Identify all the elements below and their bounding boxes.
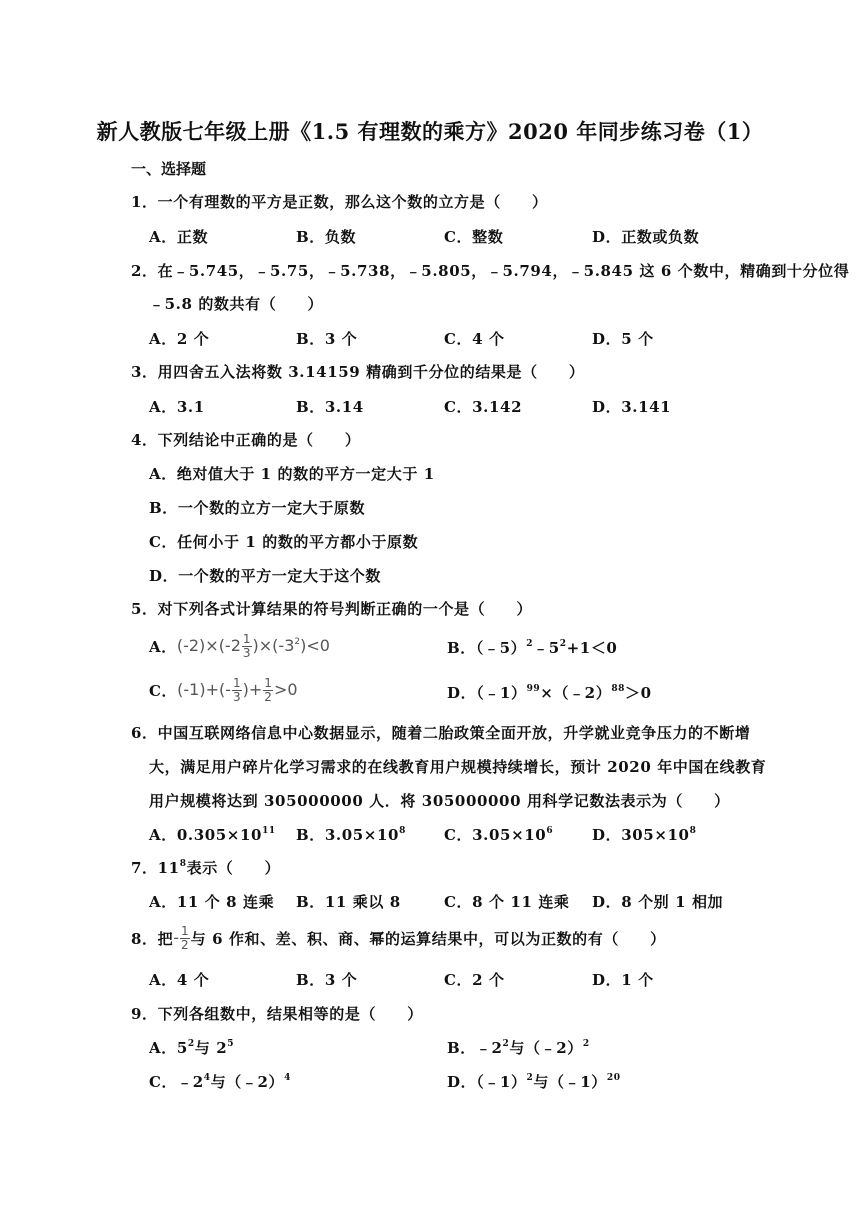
q8-fraction: [180, 925, 190, 952]
q9-d-part2: 与（﹣1）: [533, 1073, 607, 1091]
q6-option-a: [149, 824, 276, 845]
q7-option-d: D．8 个别 1 相加: [592, 893, 724, 911]
q2-option-c: C．4 个: [444, 330, 505, 348]
q5-a-expression: [177, 633, 330, 660]
q6-option-c: [444, 824, 553, 845]
q5-c-fraction1: [232, 677, 242, 704]
q6-option-d: [592, 824, 696, 845]
question-7-stem: [131, 857, 280, 878]
q4-option-b: B．一个数的立方一定大于原数: [149, 499, 366, 517]
q9-b-part1: B．﹣2: [447, 1039, 503, 1057]
q5-c-denominator1: 3: [233, 689, 241, 704]
q8-option-b: B．3 个: [296, 971, 358, 989]
q5-d-part2: ×（﹣2）: [540, 684, 612, 702]
q4-option-a: A．绝对值大于 1 的数的平方一定大于 1: [149, 465, 435, 483]
q5-a-exponent: 2: [294, 636, 301, 647]
q6-a-base: A．0.305×10: [149, 826, 263, 844]
question-6-stem-line1: 6．中国互联网络信息中心数据显示，随着二胎政策全面开放，升学就业竞争压力的不断增: [131, 724, 751, 742]
q5-option-d: [447, 682, 652, 703]
question-6-stem-line2: 大，满足用户碎片化学习需求的在线教育用户规模持续增长，预计 2020 年中国在线教育: [149, 758, 767, 776]
q8-option-d: D．1 个: [592, 971, 654, 989]
q4-option-c: C．任何小于 1 的数的平方都小于原数: [149, 533, 419, 551]
q5-a-denominator: 3: [242, 645, 251, 660]
q5-c-fraction2: [263, 677, 273, 704]
q8-stem-part2: 与 6 作和、差、积、商、幂的运算结果中，可以为正数的有（ ）: [190, 929, 666, 948]
q5-c-part2: )+: [242, 679, 263, 699]
q6-a-exp: 11: [262, 826, 276, 836]
q5-a-label: A．: [149, 637, 177, 656]
q7-stem-part1: 7．11: [131, 859, 180, 877]
q2-option-d: D．5 个: [592, 330, 654, 348]
q9-c-exp1: 4: [203, 1073, 211, 1083]
q5-c-label: C．: [149, 681, 178, 700]
q3-option-c: C．3.142: [444, 398, 523, 416]
question-5-stem: 5．对下列各式计算结果的符号判断正确的一个是（ ）: [131, 600, 533, 618]
q5-c-numerator2: 1: [264, 675, 272, 690]
q5-d-exp2: 88: [611, 684, 626, 694]
q6-b-base: B．3.05×10: [296, 826, 400, 844]
q9-a-exp2: 5: [227, 1039, 235, 1049]
q1-option-b: B．负数: [296, 228, 357, 246]
q9-b-exp2: 2: [582, 1039, 590, 1049]
q9-option-c: [149, 1071, 291, 1092]
q5-b-exp2: 2: [559, 639, 567, 649]
q6-c-base: C．3.05×10: [444, 826, 547, 844]
section-heading: 一、选择题: [131, 160, 207, 178]
q9-option-a: [149, 1037, 234, 1058]
q7-stem-exp: 8: [179, 859, 187, 869]
q2-option-b: B．3 个: [296, 330, 358, 348]
q5-c-expression: [177, 677, 297, 704]
q5-b-part2: ﹣5: [533, 639, 560, 657]
q5-a-fraction: [242, 633, 252, 660]
question-3-stem: 3．用四舍五入法将数 3.14159 精确到千分位的结果是（ ）: [131, 363, 585, 381]
q8-denominator: 2: [181, 937, 189, 952]
q9-option-d: [447, 1071, 621, 1092]
q5-c-numerator1: 1: [233, 675, 241, 690]
q9-option-b: [447, 1037, 590, 1058]
q5-b-label: B．: [447, 639, 476, 657]
q9-d-exp2: 20: [606, 1073, 621, 1083]
q5-option-a: [149, 632, 330, 660]
q5-b-exp1: 2: [526, 639, 534, 649]
question-6-stem-line3: 用户规模将达到 305000000 人．将 305000000 用科学记数法表示为（ ）: [149, 792, 730, 810]
q7-stem-part2: 表示（ ）: [186, 859, 281, 877]
question-2-stem-line2: ﹣5.8 的数共有（ ）: [149, 295, 324, 313]
q8-numerator: 1: [181, 923, 189, 938]
q9-a-part2: 与 2: [194, 1039, 228, 1057]
q9-c-part1: C．﹣2: [149, 1073, 204, 1091]
q5-option-c: [149, 676, 298, 704]
q5-b-part3: +1＜0: [566, 639, 618, 657]
q5-d-part3: ＞0: [625, 684, 652, 702]
q5-c-denominator2: 2: [264, 689, 272, 704]
q3-option-b: B．3.14: [296, 398, 364, 416]
q2-option-a: A．2 个: [149, 330, 210, 348]
q7-option-b: B．11 乘以 8: [296, 893, 401, 911]
q5-a-part1: (-2)×(-2: [176, 635, 241, 655]
q5-b-part1: （﹣5）: [475, 639, 527, 657]
q9-c-part2: 与（﹣2）: [210, 1073, 285, 1091]
q1-option-d: D．正数或负数: [592, 228, 700, 246]
q5-option-b: [447, 637, 617, 658]
q9-b-exp1: 2: [502, 1039, 510, 1049]
q7-option-a: A．11 个 8 连乘: [149, 893, 275, 911]
q9-a-part1: A．5: [149, 1039, 188, 1057]
q6-b-exp: 8: [399, 826, 406, 836]
question-9-stem: 9．下列各组数中，结果相等的是（ ）: [131, 1005, 423, 1023]
q9-d-exp1: 2: [526, 1073, 534, 1083]
q5-a-numerator: 1: [242, 631, 251, 646]
q5-c-part1: (-1)+(-: [177, 679, 231, 699]
q8-option-c: C．2 个: [444, 971, 505, 989]
q3-option-a: A．3.1: [149, 398, 205, 416]
q5-a-part3: )<0: [300, 635, 330, 655]
question-2-stem-line1: 2．在﹣5.745，﹣5.75，﹣5.738，﹣5.805，﹣5.794，﹣5.845 这 6 个数中，精确到十分位得: [131, 262, 850, 280]
q5-c-part3: >0: [273, 679, 298, 699]
question-4-stem: 4．下列结论中正确的是（ ）: [131, 431, 361, 449]
q8-stem-part1: 8．把: [131, 929, 174, 948]
q8-option-a: A．4 个: [149, 971, 210, 989]
q9-a-exp1: 2: [187, 1039, 195, 1049]
q9-c-exp2: 4: [284, 1073, 291, 1083]
q4-option-d: D．一个数的平方一定大于这个数: [149, 567, 382, 585]
q3-option-d: D．3.141: [592, 398, 672, 416]
question-8-stem: [131, 924, 666, 952]
q6-d-base: D．305×10: [592, 826, 690, 844]
q5-a-part2: )×(-3: [252, 635, 295, 655]
q6-d-exp: 8: [689, 826, 697, 836]
q8-minus-sign: -: [173, 927, 180, 947]
question-1-stem: 1．一个有理数的平方是正数，那么这个数的立方是（ ）: [131, 193, 548, 211]
q9-b-part2: 与（﹣2）: [509, 1039, 583, 1057]
q1-option-a: A．正数: [149, 228, 209, 246]
q5-d-part1: （﹣1）: [476, 684, 527, 702]
q9-d-part1: D．（﹣1）: [447, 1073, 527, 1091]
q8-stem-fraction-expr: [173, 925, 190, 952]
q1-option-c: C．整数: [444, 228, 504, 246]
q5-d-label: D．: [447, 684, 477, 702]
q7-option-c: C．8 个 11 连乘: [444, 893, 570, 911]
q6-option-b: [296, 824, 406, 845]
q5-d-exp1: 99: [526, 684, 541, 694]
q6-c-exp: 6: [546, 826, 554, 836]
page-title: 新人教版七年级上册《1.5 有理数的乘方》2020 年同步练习卷（1）: [96, 119, 764, 144]
